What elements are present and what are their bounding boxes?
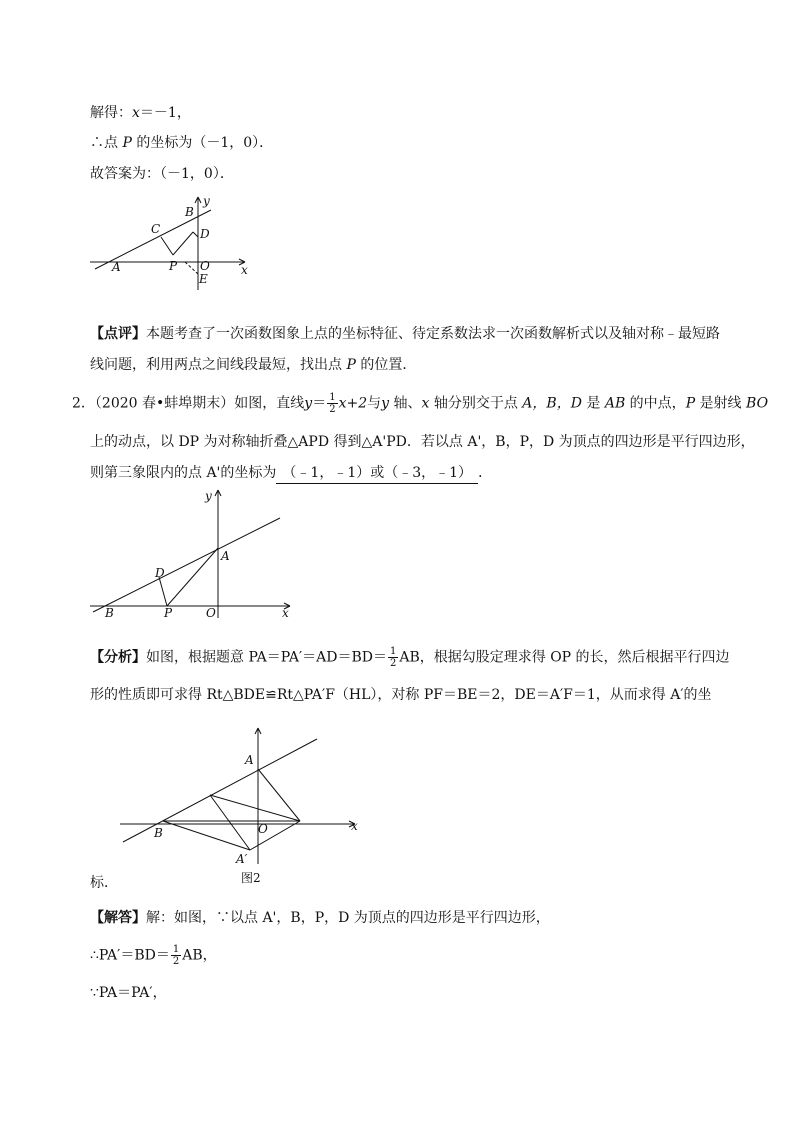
analysis-line-3: 标． [90,875,118,891]
analysis-line-2: 形的性质即可求得 Rt△BDE≌Rt△PA′F（HL），对称 PF＝BE＝2，DE＝A′F＝1，从而求得 A′的坐 [90,687,712,703]
fig3-label-a: A [245,753,254,767]
fig3-label-o: O [258,822,268,836]
fig1-label-d: D [200,227,210,241]
fig2-label-a: A [221,549,230,563]
figure-1 [85,192,260,292]
review-tag: 【点评】 [90,326,146,342]
analysis-tag: 【分析】 [90,649,146,666]
fig2-label-x: x [282,606,289,620]
fig2-label-p: P [164,606,173,620]
fig2-label-b: B [105,606,114,620]
fig2-label-d: D [155,566,165,580]
fig2-label-o: O [206,606,216,620]
answer-tag: 【解答】 [90,910,146,926]
equation-fraction: $\frac{1}{2}$ [329,392,336,415]
fig1-label-e: E [199,272,208,286]
question-2-line-3: 则第三象限内的点 A'的坐标为 （﹣1，﹣1）或（﹣3，﹣1） ． [90,463,492,484]
solution-line-2: ∴点 P 的坐标为（－1，0）． [90,135,274,151]
fig3-label-b: B [154,826,163,840]
figure-3 [115,724,365,889]
fig1-label-a: A [112,260,121,274]
analysis-fraction: $\frac{1}{2}$ [389,646,397,669]
answer-line-3: ∵PA＝PA′， [90,985,167,1001]
fig3-label-x: x [351,819,358,833]
review-line-1: 【点评】本题考查了一次函数图象上点的坐标特征、待定系数法求一次函数解析式以及轴对称﹣最短路 [90,326,720,342]
fig1-label-p: P [169,259,178,273]
solution-line-1: 解得：x＝－1， [90,105,191,121]
answer-line-1: 【解答】解：如图，∵以点 A'，B，P，D 为顶点的四边形是平行四边形， [90,910,550,926]
fig1-label-o: O [200,259,210,273]
analysis-line-1: 【分析】如图，根据题意 PA＝PA′＝AD＝BD＝ $\frac{1}{2}$ AB，根据勾股定理求得 OP 的长，然后根据平行四边 [90,646,730,669]
answer-fraction: $\frac{1}{2}$ [172,944,180,967]
fig3-caption: 图2 [241,871,261,885]
fig3-label-a-prime: A′ [236,852,248,866]
question-2-line-1: 2．（2020 春•蚌埠期末）如图，直线y＝ $\frac{1}{2}$ x+2与y 轴、x 轴分别交于点 A，B，D 是 AB 的中点，P 是射线 BO [72,392,769,415]
answer-line-2: ∴PA′＝BD＝ $\frac{1}{2}$ AB， [90,944,217,967]
review-line-2: 线问题，利用两点之间线段最短，找出点 P 的位置． [90,357,417,373]
answer-blank: （﹣1，﹣1）或（﹣3，﹣1） [276,463,478,484]
fig1-label-y: y [203,194,210,208]
fig1-label-b: B [185,205,194,219]
fig2-label-y: y [205,489,212,503]
fig1-label-x: x [241,263,248,277]
question-2-line-2: 上的动点，以 DP 为对称轴折叠△APD 得到△A'PD．若以点 A'，B，P，D 为顶点的四边形是平行四边形， [90,434,755,450]
fig1-label-c: C [151,222,161,236]
solution-line-3: 故答案为：（－1，0）． [90,166,234,182]
figure-2 [85,488,295,623]
